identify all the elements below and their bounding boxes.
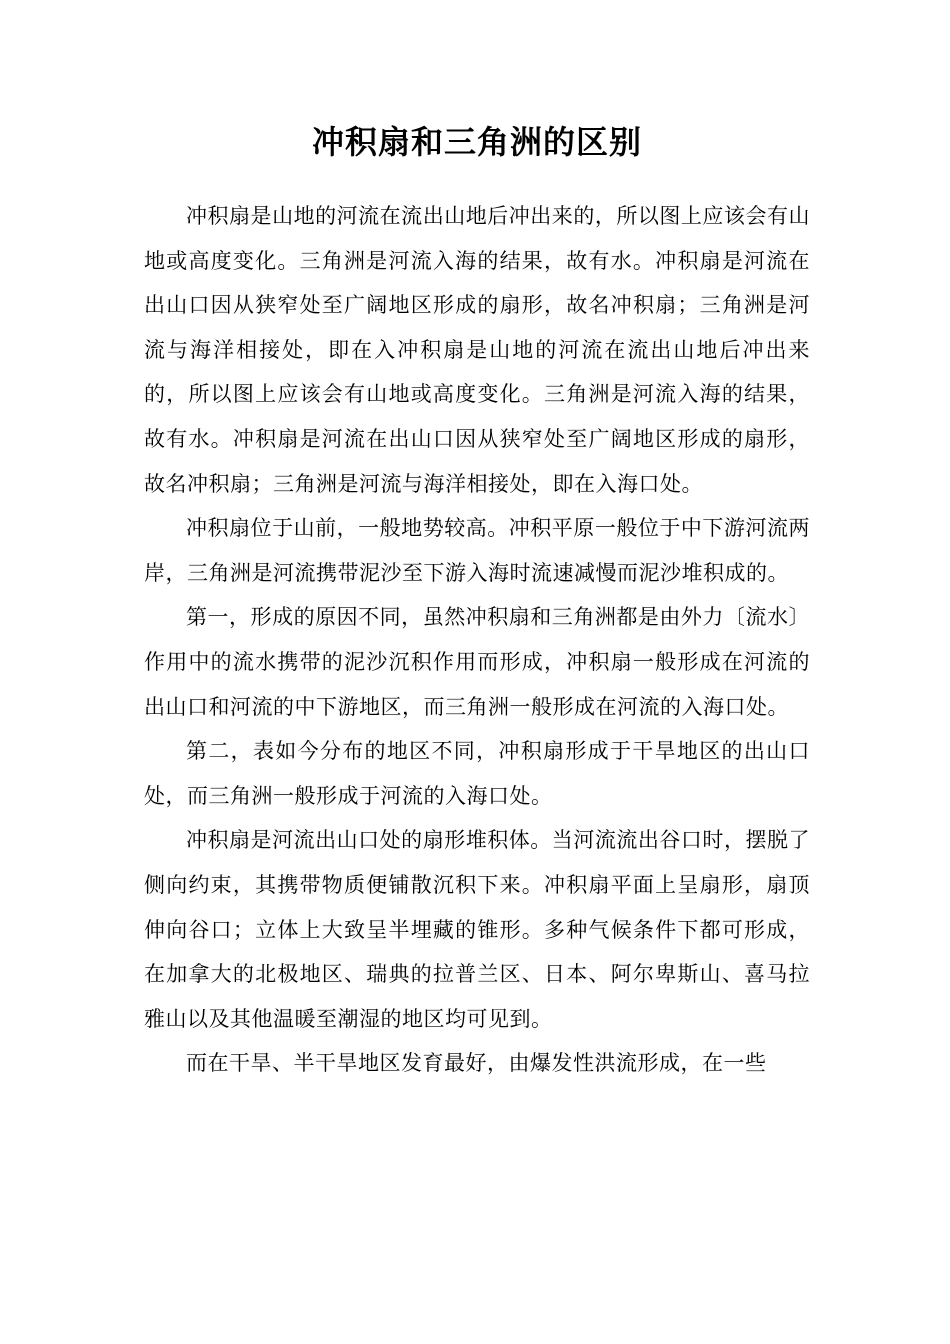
paragraph-3: 第一，形成的原因不同，虽然冲积扇和三角洲都是由外力〔流水〕作用中的流水携带的泥沙沉积作用而形成，冲积扇一般形成在河流的出山口和河流的中下游地区，而三角洲一般形成在河流的入海口处。: [144, 605, 810, 719]
paragraph-6: 而在干旱、半干旱地区发育最好，由爆发性洪流形成，在一些: [186, 1051, 767, 1076]
document-title: 冲积扇和三角洲的区别: [311, 123, 642, 161]
paragraph-1: 冲积扇是山地的河流在流出山地后冲出来的，所以图上应该会有山地或高度变化。三角洲是河流入海的结果，故有水。冲积扇是河流在出山口因从狭窄处至广阔地区形成的扇形，故名冲积扇；三角洲是河流与海洋相接处，即在入冲积扇是山地的河流在流出山地后冲出来的，所以图上应该会有山地或高度变化。三角洲是河流入海的结果，故有水。冲积扇是河流在出山口因从狭窄处至广阔地区形成的扇形，故名冲积扇；三角洲是河流与海洋相接处，即在入海口处。: [144, 204, 810, 496]
paragraph-4: 第二，表如今分布的地区不同，冲积扇形成于干旱地区的出山口处，而三角洲一般形成于河流的入海口处。: [144, 739, 810, 808]
paragraph-2: 冲积扇位于山前，一般地势较高。冲积平原一般位于中下游河流两岸，三角洲是河流携带泥沙至下游入海时流速减慢而泥沙堆积成的。: [144, 516, 810, 585]
paragraph-5: 冲积扇是河流出山口处的扇形堆积体。当河流流出谷口时，摆脱了侧向约束，其携带物质便铺散沉积下来。冲积扇平面上呈扇形，扇顶伸向谷口；立体上大致呈半埋藏的锥形。多种气候条件下都可形成，在加拿大的北极地区、瑞典的拉普兰区、日本、阿尔卑斯山、喜马拉雅山以及其他温暖至潮湿的地区均可见到。: [144, 828, 810, 1031]
